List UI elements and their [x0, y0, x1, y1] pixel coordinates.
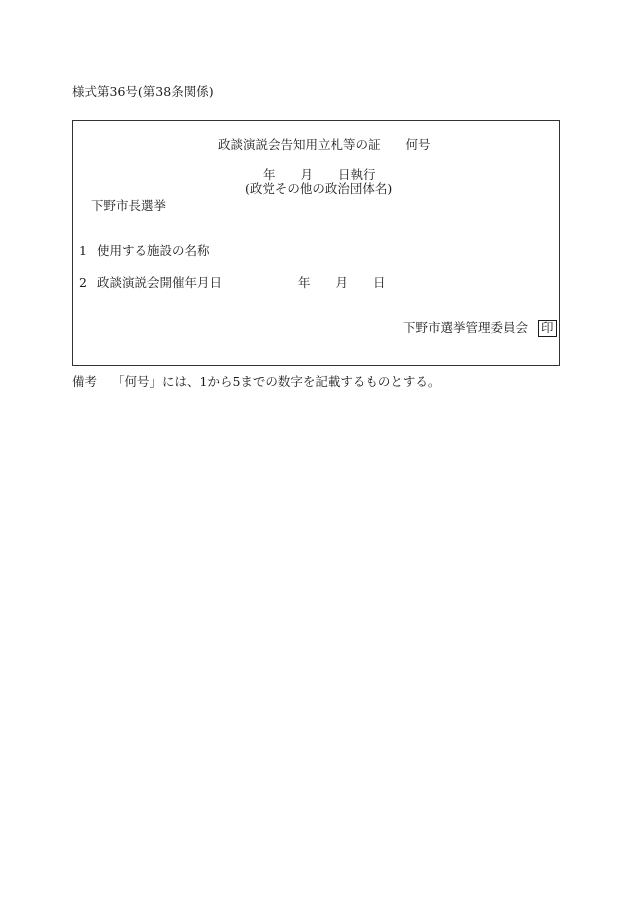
- item-2-label: 政談演説会開催年月日: [97, 275, 223, 290]
- item-2-number: 2: [79, 275, 87, 290]
- certificate-form-box: [72, 120, 560, 366]
- form-number: 様式第36号(第38条関係): [72, 84, 214, 99]
- issuer-line: [403, 320, 557, 337]
- issuer-name: 下野市選挙管理委員会: [403, 320, 529, 335]
- election-date: 年 月 日執行: [263, 167, 376, 182]
- item-1-label: 使用する施設の名称: [97, 243, 210, 258]
- note-text: 「何号」には、1から5までの数字を記載するものとする。: [112, 374, 441, 389]
- party-name: (政党その他の政治団体名): [245, 181, 393, 196]
- seal-mark: 印: [538, 320, 557, 337]
- item-1-number: 1: [79, 243, 87, 258]
- certificate-title: 政談演説会告知用立札等の証 何号: [218, 137, 431, 152]
- note-label: 備考: [72, 374, 98, 389]
- item-2-date: 年 月 日: [298, 275, 386, 290]
- election-name: 下野市長選挙: [91, 198, 167, 213]
